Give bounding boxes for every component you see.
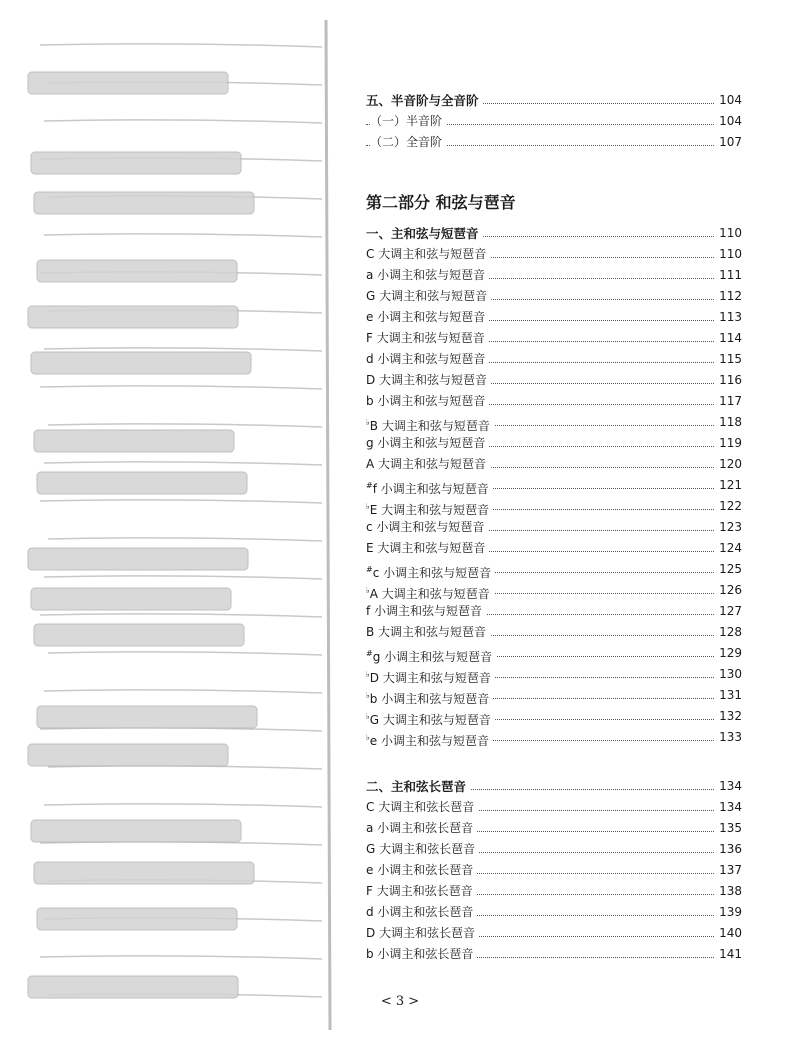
- black-key: [28, 744, 228, 766]
- white-key-line: [44, 348, 322, 351]
- toc-entry-text: G 大调主和弦与短琶音: [366, 289, 488, 303]
- toc-entry-text: a 小调主和弦与短琶音: [366, 268, 486, 282]
- black-key: [28, 548, 248, 570]
- toc-entry-text: c 小调主和弦与短琶音: [372, 566, 492, 580]
- accidental-sign: ♭: [366, 502, 370, 511]
- toc-row[interactable]: [366, 881, 742, 902]
- white-key-line: [44, 804, 322, 807]
- toc-entry-text: g 小调主和弦与短琶音: [366, 436, 486, 450]
- toc-entry-title: [366, 622, 490, 643]
- part-title: 第二部分 和弦与琶音: [366, 193, 516, 212]
- white-key-line: [40, 614, 322, 617]
- toc-page-number: 127: [715, 601, 742, 622]
- toc-row[interactable]: [366, 538, 742, 559]
- white-key-line: [44, 234, 322, 237]
- toc-row[interactable]: [366, 244, 742, 265]
- toc-page-number: 141: [715, 944, 742, 965]
- toc-entry-title: [366, 391, 489, 412]
- toc-entry-title: [366, 370, 491, 391]
- toc-section: [366, 223, 742, 748]
- black-key: [34, 862, 254, 884]
- toc-page-number: 116: [715, 370, 742, 391]
- toc-entry-text: E 大调主和弦与短琶音: [369, 503, 490, 517]
- toc-entry-title: [366, 454, 490, 475]
- toc-entry-text: e 小调主和弦与短琶音: [369, 734, 489, 748]
- black-key: [31, 352, 251, 374]
- toc-page-number: 110: [715, 244, 742, 265]
- toc-page-number: 124: [715, 538, 742, 559]
- toc-entry-title: [366, 244, 490, 265]
- toc-entry-title: [366, 538, 489, 559]
- toc-page-number: 140: [715, 923, 742, 944]
- toc-entry-title: [366, 433, 489, 454]
- white-key-line: [40, 386, 322, 389]
- toc-entry-text: D 大调主和弦长琶音: [366, 926, 476, 940]
- black-key: [31, 152, 241, 174]
- toc-page-number: 137: [715, 860, 742, 881]
- toc-row[interactable]: [366, 307, 742, 328]
- toc-page-number: 114: [715, 328, 742, 349]
- toc-heading-title: 五、半音阶与全音阶: [366, 90, 483, 111]
- toc-entry-title: [366, 349, 489, 370]
- toc-page-number: 120: [715, 454, 742, 475]
- toc-entry-text: A 大调主和弦与短琶音: [369, 587, 490, 601]
- toc-entry-text: G 大调主和弦与短琶音: [369, 713, 491, 727]
- white-key-line: [44, 690, 322, 693]
- toc-page-number: 104: [715, 90, 742, 111]
- toc-entry-text: b 小调主和弦长琶音: [366, 947, 474, 961]
- toc-row[interactable]: [366, 685, 742, 706]
- white-key-line: [44, 120, 322, 123]
- toc-page-number: 136: [715, 839, 742, 860]
- toc-entry-text: a 小调主和弦长琶音: [366, 821, 474, 835]
- toc-entry-title: [366, 881, 477, 902]
- toc-row[interactable]: [366, 286, 742, 307]
- toc-row[interactable]: [366, 839, 742, 860]
- toc-row[interactable]: [366, 860, 742, 881]
- toc-entry-text: 二、主和弦长琶音: [366, 779, 467, 794]
- black-key: [28, 306, 238, 328]
- accidental-sign: #: [366, 565, 373, 574]
- piano-keys-illustration: [0, 0, 345, 1054]
- toc-row[interactable]: [366, 475, 742, 496]
- toc-row[interactable]: [366, 559, 742, 580]
- toc-row[interactable]: [366, 370, 742, 391]
- toc-entry-text: d 小调主和弦长琶音: [366, 905, 474, 919]
- accidental-sign: ♭: [366, 733, 370, 742]
- accidental-sign: ♭: [366, 691, 370, 700]
- toc-page-number: 118: [715, 412, 742, 433]
- toc-row[interactable]: [366, 496, 742, 517]
- toc-entry-title: （二）全音阶: [370, 132, 446, 153]
- toc-page-number: 110: [715, 223, 742, 244]
- toc-row[interactable]: [366, 517, 742, 538]
- accidental-sign: ♭: [366, 586, 370, 595]
- white-key-line: [48, 538, 322, 541]
- toc-row[interactable]: [366, 391, 742, 412]
- toc-entry-text: B 大调主和弦与短琶音: [366, 625, 487, 639]
- toc-row[interactable]: [366, 664, 742, 685]
- toc-page-number: 125: [715, 559, 742, 580]
- toc-entry-title: [366, 286, 491, 307]
- black-key: [31, 588, 231, 610]
- black-key: [37, 260, 237, 282]
- toc-row[interactable]: [366, 328, 742, 349]
- toc-entry-title: [366, 328, 489, 349]
- toc-row[interactable]: [366, 818, 742, 839]
- toc-entry-text: D 大调主和弦与短琶音: [369, 671, 491, 685]
- toc-entry-text: f 小调主和弦与短琶音: [372, 482, 489, 496]
- toc-row[interactable]: [366, 580, 742, 601]
- toc-entry-title: [366, 776, 470, 797]
- accidental-sign: #: [366, 649, 373, 658]
- toc-entry-title: [366, 860, 477, 881]
- toc-entry-text: B 大调主和弦与短琶音: [369, 419, 490, 433]
- toc-page-number: 131: [715, 685, 742, 706]
- toc-page-number: 117: [715, 391, 742, 412]
- white-key-line: [48, 652, 322, 655]
- toc-row[interactable]: [366, 601, 742, 622]
- toc-page-number: 129: [715, 643, 742, 664]
- toc-page-number: 111: [715, 265, 742, 286]
- toc-row[interactable]: [366, 433, 742, 454]
- toc-entry-title: [366, 601, 486, 622]
- toc-entry-text: e 小调主和弦与短琶音: [366, 310, 486, 324]
- white-key-line: [40, 500, 322, 503]
- toc-entry-title: [366, 923, 479, 944]
- table-of-contents: [366, 90, 742, 965]
- toc-entry-title: [366, 517, 488, 538]
- toc-heading-row[interactable]: [366, 90, 742, 111]
- toc-entry-text: 一、主和弦与短琶音: [366, 226, 479, 241]
- toc-row[interactable]: [366, 111, 742, 132]
- black-key: [28, 72, 228, 94]
- toc-row[interactable]: [366, 902, 742, 923]
- page-number: < 3 >: [380, 994, 420, 1009]
- toc-entry-title: [366, 839, 479, 860]
- toc-page-number: 138: [715, 881, 742, 902]
- toc-page-number: 123: [715, 517, 742, 538]
- toc-page-number: 132: [715, 706, 742, 727]
- toc-entry-title: [366, 902, 477, 923]
- black-key: [31, 820, 241, 842]
- toc-entry-text: D 大调主和弦与短琶音: [366, 373, 488, 387]
- toc-entry-title: [366, 818, 477, 839]
- accidental-sign: ♭: [366, 670, 370, 679]
- white-key-line: [40, 44, 322, 47]
- toc-row[interactable]: [366, 923, 742, 944]
- black-key: [34, 192, 254, 214]
- toc-row[interactable]: [366, 349, 742, 370]
- toc-row[interactable]: [366, 944, 742, 965]
- toc-entry-text: G 大调主和弦长琶音: [366, 842, 476, 856]
- toc-row[interactable]: [366, 454, 742, 475]
- black-key: [37, 472, 247, 494]
- white-key-line: [44, 462, 322, 465]
- keyboard-edge-line: [326, 20, 330, 1030]
- toc-page-number: 134: [715, 776, 742, 797]
- toc-entry-text: g 小调主和弦与短琶音: [372, 650, 493, 664]
- white-key-line: [48, 424, 322, 427]
- toc-entry-title: （一）半音阶: [370, 111, 446, 132]
- toc-entry-text: F 大调主和弦长琶音: [366, 884, 473, 898]
- toc-entry-text: c 小调主和弦与短琶音: [366, 520, 485, 534]
- toc-entry-text: e 小调主和弦长琶音: [366, 863, 474, 877]
- toc-entry-text: b 小调主和弦与短琶音: [369, 692, 490, 706]
- toc-entry-text: A 大调主和弦与短琶音: [366, 457, 487, 471]
- toc-entry-title: [366, 727, 493, 752]
- toc-page-number: 107: [715, 132, 742, 153]
- toc-entry-title: [366, 223, 483, 244]
- toc-entry-text: C 大调主和弦长琶音: [366, 800, 475, 814]
- toc-section: [366, 776, 742, 965]
- black-key: [37, 908, 237, 930]
- toc-heading-row[interactable]: [366, 776, 742, 797]
- toc-page-number: 133: [715, 727, 742, 748]
- toc-entry-title: [366, 307, 489, 328]
- accidental-sign: ♭: [366, 712, 370, 721]
- toc-page-number: 115: [715, 349, 742, 370]
- toc-page-number: 112: [715, 286, 742, 307]
- toc-row[interactable]: [366, 706, 742, 727]
- toc-row[interactable]: [366, 132, 742, 153]
- toc-row[interactable]: [366, 412, 742, 433]
- toc-entry-text: E 大调主和弦与短琶音: [366, 541, 486, 555]
- toc-page-number: 130: [715, 664, 742, 685]
- toc-page-number: 119: [715, 433, 742, 454]
- toc-entry-title: [366, 797, 478, 818]
- white-key-line: [40, 956, 322, 959]
- toc-entry-title: [366, 265, 489, 286]
- toc-entry-title: [366, 944, 477, 965]
- toc-row[interactable]: [366, 797, 742, 818]
- toc-page-number: 128: [715, 622, 742, 643]
- toc-row[interactable]: [366, 727, 742, 748]
- toc-entry-text: F 大调主和弦与短琶音: [366, 331, 485, 345]
- black-key: [34, 624, 244, 646]
- toc-row[interactable]: [366, 643, 742, 664]
- toc-page-number: 113: [715, 307, 742, 328]
- toc-entry-text: C 大调主和弦与短琶音: [366, 247, 487, 261]
- toc-page-number: 121: [715, 475, 742, 496]
- accidental-sign: ♭: [366, 418, 370, 427]
- toc-entry-text: d 小调主和弦与短琶音: [366, 352, 486, 366]
- white-key-line: [44, 576, 322, 579]
- toc-page-number: 104: [715, 111, 742, 132]
- toc-entry-text: f 小调主和弦与短琶音: [366, 604, 483, 618]
- black-key: [34, 430, 234, 452]
- toc-row[interactable]: [366, 265, 742, 286]
- toc-row[interactable]: [366, 622, 742, 643]
- toc-page-number: 122: [715, 496, 742, 517]
- toc-page-number: 126: [715, 580, 742, 601]
- toc-entry-text: b 小调主和弦与短琶音: [366, 394, 486, 408]
- toc-heading-row[interactable]: [366, 223, 742, 244]
- black-key: [37, 706, 257, 728]
- toc-page-number: 139: [715, 902, 742, 923]
- accidental-sign: #: [366, 481, 373, 490]
- toc-page-number: 135: [715, 818, 742, 839]
- toc-page-number: 134: [715, 797, 742, 818]
